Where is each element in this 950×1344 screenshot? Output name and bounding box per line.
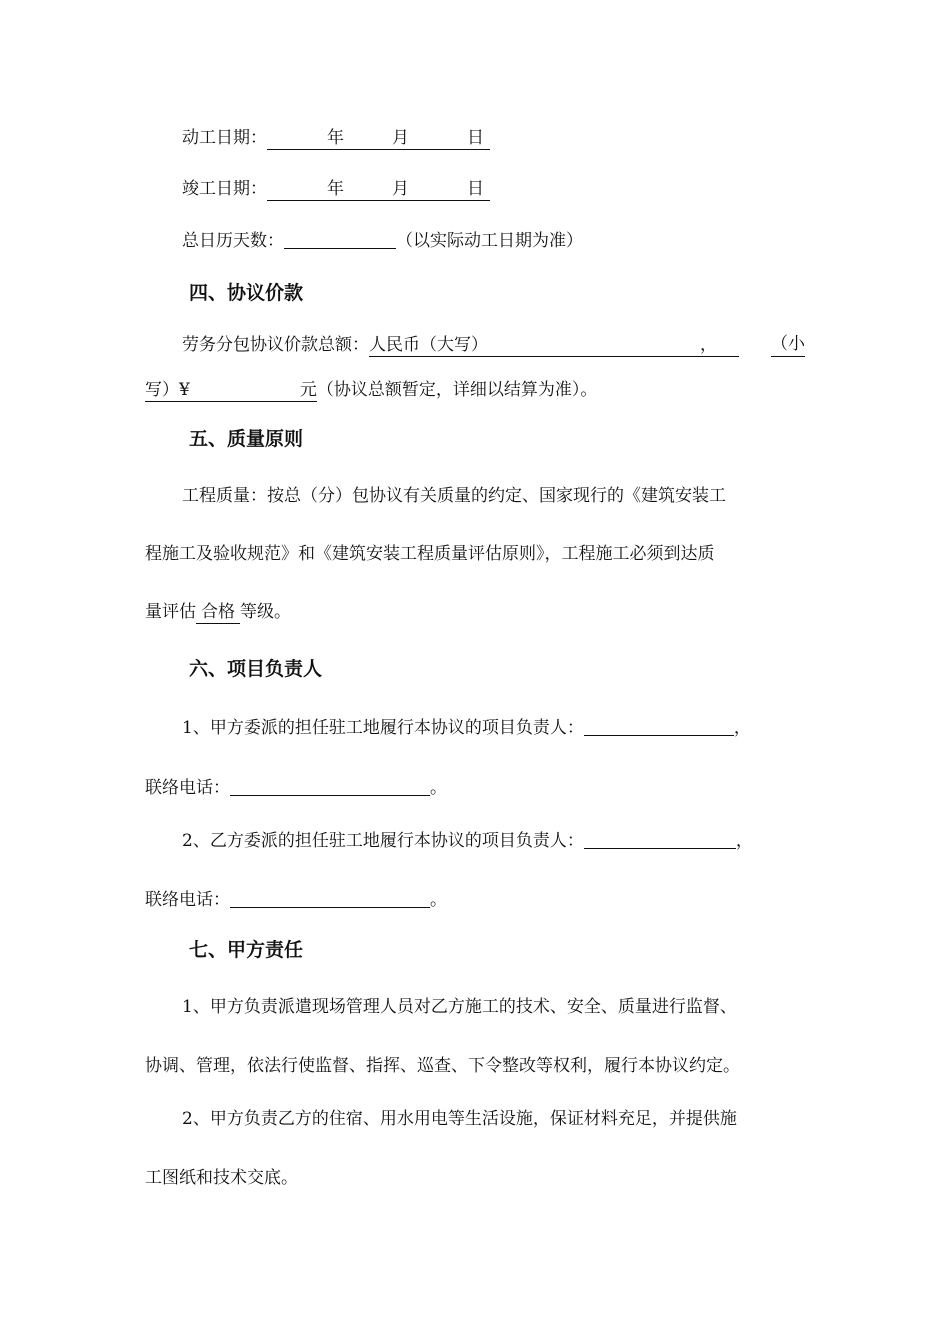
quality-grade-text: 合格 [201,602,235,622]
party-a-duty-2-line-1: 2、甲方负责乙方的住宿、用水用电等生活设施，保证材料充足，并提供施 [182,1109,737,1129]
comma: ， [735,831,753,851]
price-small-field [145,379,317,402]
comma: ， [733,718,751,738]
start-date-field [267,127,490,150]
section-5-heading: 五、质量原则 [189,428,304,450]
party-a-phone-line [145,776,810,800]
month-label: 月 [392,128,409,148]
start-date-label: 动工日期： [182,128,267,148]
party-a-phone-label: 联络电话： [145,778,230,798]
year-label: 年 [327,179,344,199]
section-6-heading: 六、项目负责人 [189,658,323,680]
section-7-heading: 七、甲方责任 [189,939,304,961]
party-b-phone-line [145,888,810,912]
quality-line-2: 程施工及验收规范》和《建筑安装工程质量评估原则》，工程施工必须到达质 [145,544,715,564]
total-days-label: 总日历天数： [182,231,284,251]
price-line-2 [145,378,810,402]
end-date-field [267,178,490,201]
quality-pre: 量评估 [145,602,196,622]
total-days-blank [284,230,396,249]
comma: ， [700,335,717,355]
party-b-manager-blank [584,830,736,849]
price-total-label: 劳务分包协议价款总额： [182,335,369,355]
price-note: （协议总额暂定，详细以结算为准）。 [316,380,598,400]
start-date-line [182,126,847,150]
end-date-label: 竣工日期： [182,179,267,199]
year-label: 年 [327,128,344,148]
party-a-manager-line [182,716,847,740]
quality-grade [196,601,240,624]
party-b-phone-blank [230,889,430,908]
total-days-note: （以实际动工日期为准） [396,231,583,251]
party-a-manager-blank [584,717,734,736]
end-date-line [182,177,847,201]
party-a-phone-blank [230,777,430,796]
month-label: 月 [392,179,409,199]
rmb-label: 人民币（大写） [369,335,488,355]
quality-line-3 [145,600,810,624]
party-a-duty-1-line-2: 协调、管理，依法行使监督、指挥、巡查、下令整改等权利，履行本协议约定。 [145,1056,740,1076]
total-days-line [182,229,847,253]
party-a-duty-1-line-1: 1、甲方负责派遣现场管理人员对乙方施工的技术、安全、质量进行监督、 [182,997,737,1017]
quality-post: 等级。 [240,602,291,622]
quality-line-1: 工程质量：按总（分）包协议有关质量的约定、国家现行的《建筑安装工 [182,486,726,506]
party-a-duty-2-line-2: 工图纸和技术交底。 [145,1168,298,1188]
section-4-heading: 四、协议价款 [189,282,304,304]
party-b-manager-label: 2、乙方委派的担任驻工地履行本协议的项目负责人： [182,831,584,851]
party-a-manager-label: 1、甲方委派的担任驻工地履行本协议的项目负责人： [182,718,584,738]
small-open: （小 [771,333,805,357]
period: 。 [430,778,447,798]
day-label: 日 [467,128,484,148]
period: 。 [430,890,447,910]
small-close: 写）¥ [145,380,190,400]
price-rmb-field [369,334,739,357]
day-label: 日 [467,179,484,199]
party-b-phone-label: 联络电话： [145,890,230,910]
party-b-manager-line [182,829,847,853]
yuan-label: 元 [299,380,317,400]
price-line-1 [182,333,805,357]
